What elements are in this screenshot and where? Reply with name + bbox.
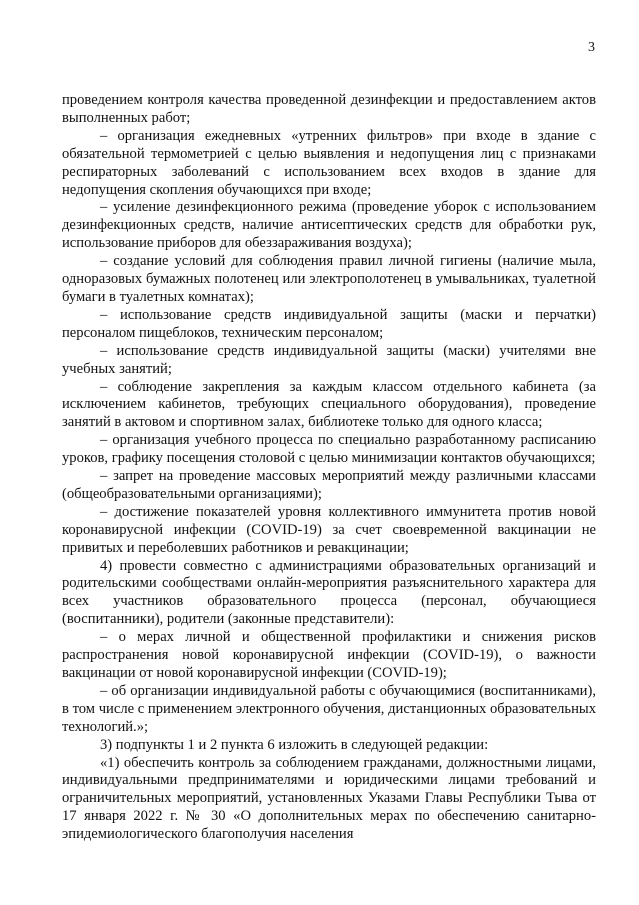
paragraph: – соблюдение закрепления за каждым классом отдельного кабинета (за исключением кабинетов, требующих специального оборудования), проведение занятий в актовом и спортивном залах, библиотеке только для одного класса; <box>62 378 596 431</box>
paragraph: 3) подпункты 1 и 2 пункта 6 изложить в следующей редакции: <box>100 736 489 753</box>
paragraph: – достижение показателей уровня коллективного иммунитета против новой коронавирусной инфекции (COVID-19) за счет своевременной вакцинации не привитых и переболевших работников и ревакцинации; <box>62 503 596 556</box>
page-number: 3 <box>588 40 595 55</box>
paragraph: – создание условий для соблюдения правил личной гигиены (наличие мыла, одноразовых бумажных полотенец или электрополотенец в умывальниках, туалетной бумаги в туалетных комнатах); <box>62 253 596 305</box>
paragraph: – организация учебного процесса по специально разработанному расписанию уроков, графику посещения столовой с целью минимизации контактов обучающихся; <box>62 432 596 467</box>
paragraph: проведением контроля качества проведенной дезинфекции и предоставлением актов выполненных работ; <box>62 92 596 126</box>
paragraph: – запрет на проведение массовых мероприятий между различными классами (общеобразовательными организациями); <box>62 468 596 502</box>
paragraph: – о мерах личной и общественной профилактики и снижения рисков распространения новой коронавирусной инфекции (COVID-19), о важности вакцинации от новой коронавирусной инфекции (COVID-19); <box>62 629 596 681</box>
paragraph: – усиление дезинфекционного режима (проведение уборок с использованием дезинфекционных средств, наличие антисептических средств для обработки рук, использование приборов для обеззараживания воздуха); <box>62 199 596 252</box>
paragraph: – использование средств индивидуальной защиты (маски и перчатки) персоналом пищеблоков, техническим персоналом; <box>62 306 596 341</box>
paragraph: – использование средств индивидуальной защиты (маски) учителями вне учебных занятий; <box>62 342 596 377</box>
paragraph: «1) обеспечить контроль за соблюдением гражданами, должностными лицами, индивидуальными предпринимателями и юридическими лицами требований и ограничительных мероприятий, установленных Указами Главы Республики Тыва от 17 января 2022 г. № 30 «О дополнительных мерах по обеспечению санитарно-эпидемиологического благополучия населения <box>62 754 596 843</box>
paragraph: – об организации индивидуальной работы с обучающимися (воспитанниками), в том числе с применением электронного обучения, дистанционных образовательных технологий.»; <box>62 682 596 735</box>
document-body <box>62 92 596 844</box>
paragraph: – организация ежедневных «утренних фильтров» при входе в здание с обязательной термометрией с целью выявления и недопущения лиц с признаками респираторных заболеваний с использованием всех входов в здание для недопущения скопления обучающихся при входе; <box>62 127 596 198</box>
paragraph: 4) провести совместно с администрациями образовательных организаций и родительскими сообществами онлайн-мероприятия разъяснительного характера для всех участников образовательного процесса (персонал, обучающиеся (воспитанники), родители (законные представители): <box>62 557 596 628</box>
